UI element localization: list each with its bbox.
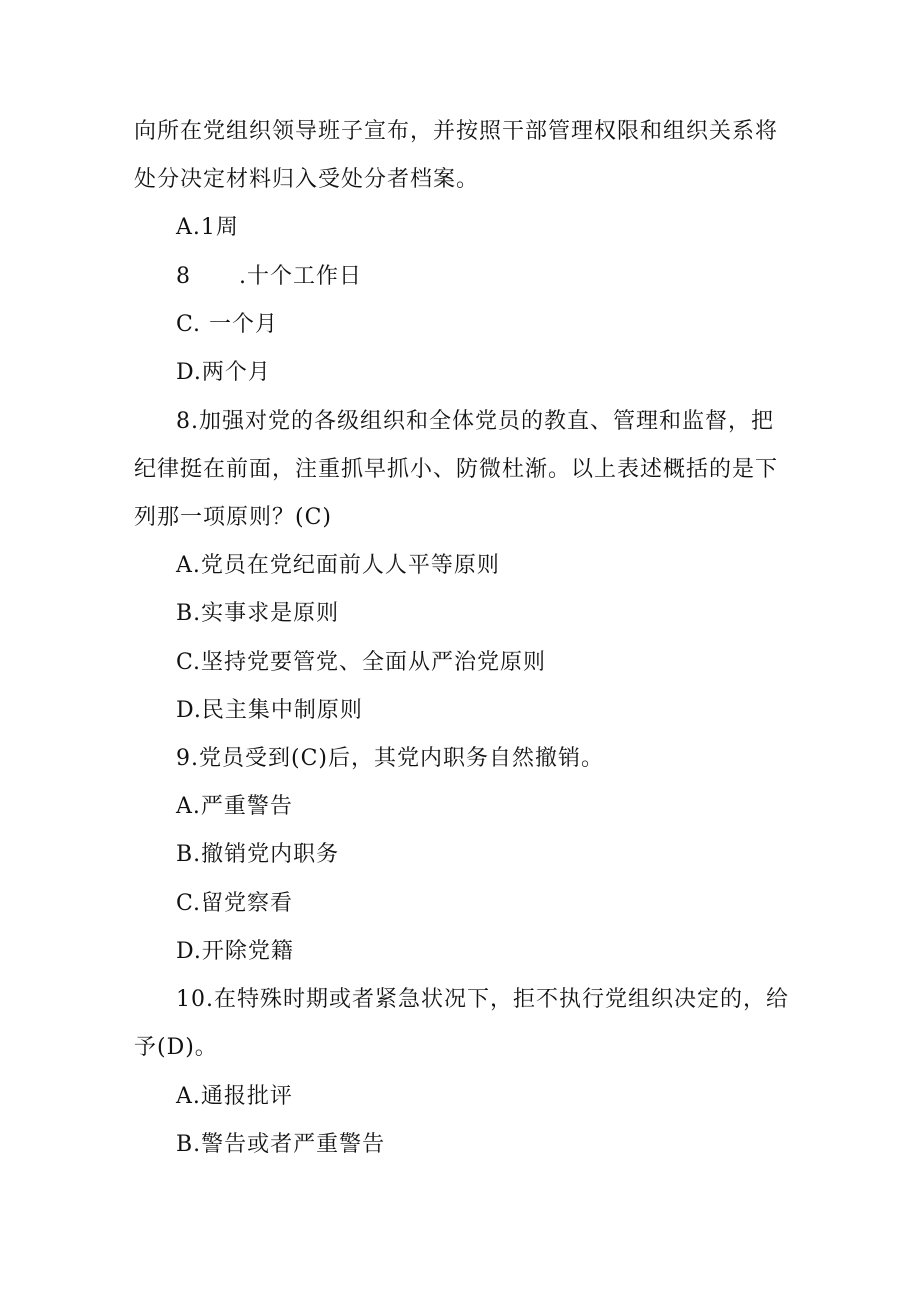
question-10-line: 10.在特殊时期或者紧急状况下，拒不执行党组织决定的，给 [176, 987, 789, 1012]
option-b-q7 [176, 262, 362, 292]
option-d-q7: D.两个月 [176, 360, 271, 385]
option-d-q9: D.开除党籍 [176, 939, 294, 964]
option-c-q8: C.坚持党要管党、全面从严治党原则 [176, 650, 547, 675]
question-8-line: 8.加强对党的各级组织和全体党员的教直、管理和监督，把 [176, 409, 774, 434]
option-a-q8: A.党员在党纪面前人人平等原则 [176, 553, 500, 578]
option-a-q9: A.严重警告 [176, 794, 293, 819]
option-a-q7: A.1周 [176, 215, 239, 240]
question-10-line: 予(D)。 [134, 1035, 218, 1060]
option-a-q10: A.通报批评 [176, 1084, 293, 1109]
paragraph-line: 处分决定材料归入受处分者档案。 [134, 167, 480, 192]
option-c-q7: C. 一个月 [176, 312, 279, 337]
question-9: 9.党员受到(C)后，其党内职务自然撤销。 [176, 746, 604, 771]
paragraph-line: 向所在党组织领导班子宣布，并按照干部管理权限和组织关系将 [134, 119, 779, 144]
option-b-q10: B.警告或者严重警告 [176, 1132, 386, 1157]
question-8-line: 列那一项原则？(C) [134, 505, 332, 530]
question-8-line: 纪律挺在前面，注重抓早抓小、防微杜渐。以上表述概括的是下 [134, 457, 779, 482]
option-b-q8: B.实事求是原则 [176, 601, 340, 626]
option-d-q8: D.民主集中制原则 [176, 698, 363, 723]
option-b-q9: B.撤销党内职务 [176, 842, 340, 867]
option-b-q7-marker: 8 [176, 264, 191, 289]
option-b-q7-text: .十个工作日 [239, 264, 362, 289]
option-c-q9: C.留党察看 [176, 891, 294, 916]
